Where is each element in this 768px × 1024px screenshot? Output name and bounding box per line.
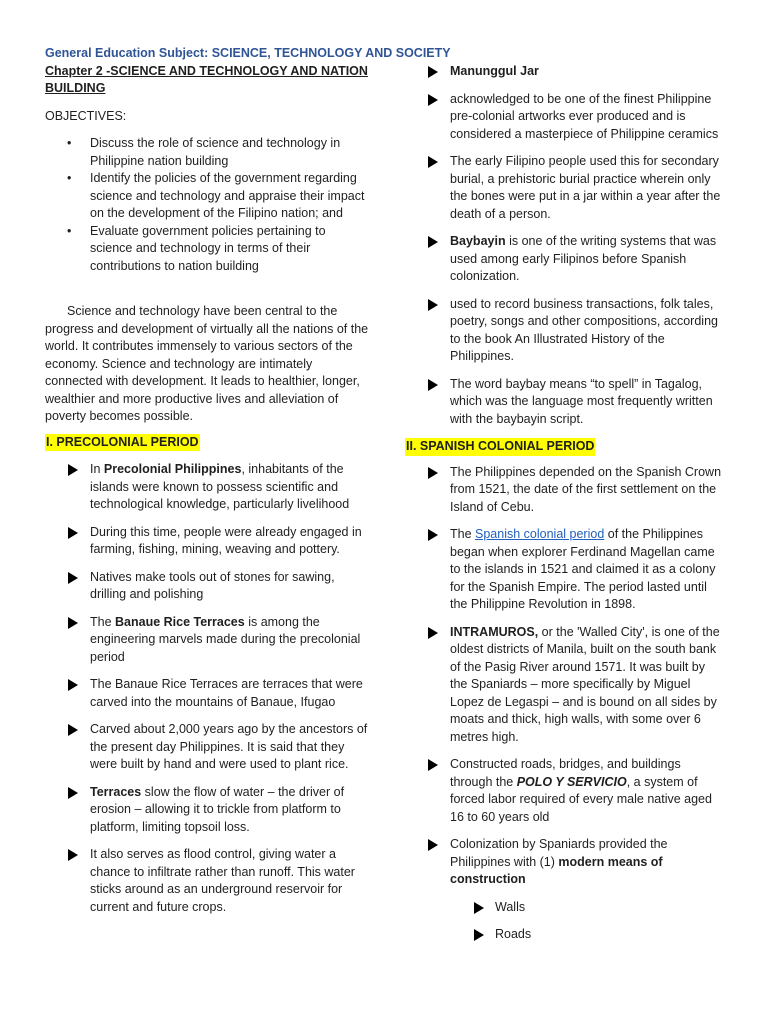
list-item: Constructed roads, bridges, and buildings through the POLO Y SERVICIO, a system of forced labor required of every male native aged 16 to 60 years old	[405, 756, 725, 826]
arrow-bullet-icon	[428, 236, 438, 248]
arrow-bullet-icon	[68, 527, 78, 539]
bullet-dot-icon: •	[67, 171, 72, 185]
arrow-bullet-icon	[68, 572, 78, 584]
arrow-bullet-icon	[428, 759, 438, 771]
sub-list-item: Roads	[405, 926, 725, 944]
arrow-bullet-icon	[474, 929, 484, 941]
objective-item: • Discuss the role of science and technology in Philippine nation building	[67, 136, 341, 168]
arrow-bullet-icon	[428, 839, 438, 851]
list-item: Natives make tools out of stones for sawing, drilling and polishing	[45, 569, 370, 604]
arrow-bullet-icon	[68, 724, 78, 736]
arrow-bullet-icon	[428, 94, 438, 106]
list-item: Manunggul Jar	[405, 63, 725, 81]
list-item: INTRAMUROS, or the 'Walled City', is one of the oldest districts of Manila, built on the south bank of the Pasig River around 1571. It was built by the Spaniards – more specifically by Miguel Lopez de Legaspi – and is bound on all sides by moats and thick, high walls, with some over 6 metres high.	[405, 624, 725, 747]
arrow-bullet-icon	[68, 679, 78, 691]
list-item: The Spanish colonial period of the Philippines began when explorer Ferdinand Magellan came to the islands in 1521 and claimed it as a colony for the Spanish Empire. The period lasted until the Philippine Revolution in 1898.	[405, 526, 725, 614]
list-item: It also serves as flood control, giving water a chance to infiltrate rather than runoff. This water sticks around as an underground reservoir for current and future crops.	[45, 846, 370, 916]
arrow-bullet-icon	[428, 299, 438, 311]
intro-paragraph: Science and technology have been central to the progress and development of virtually all the nations of the world. It contributes immensely to various sectors of the economy. Science and technology are intimately connected with development. It leads to healthier, longer, wealthier and more productive lives and alleviation of poverty becomes possible.	[45, 304, 369, 423]
arrow-bullet-icon	[428, 627, 438, 639]
bullet-dot-icon: •	[67, 223, 72, 238]
bullet-dot-icon: •	[67, 136, 72, 150]
objectives-list	[45, 135, 370, 275]
arrow-bullet-icon	[68, 617, 78, 629]
list-item: The early Filipino people used this for secondary burial, a prehistoric burial practice wherein only the bones were put in a jar within a year after the death of a person.	[405, 153, 725, 223]
arrow-bullet-icon	[68, 849, 78, 861]
objective-item: • Identify the policies of the government regarding science and technology and appraise their impact on the development of the Filipino nation; and	[67, 171, 365, 220]
arrow-bullet-icon	[428, 66, 438, 78]
spanish-colonial-period-link[interactable]: Spanish colonial period	[475, 527, 605, 541]
list-item: Baybayin is one of the writing systems that was used among early Filipinos before Spanish colonization.	[405, 233, 725, 286]
section-heading-precolonial: I. PRECOLONIAL PERIOD	[45, 434, 200, 452]
list-item: The word baybay means “to spell” in Tagalog, which was the language most frequently written with the baybayin script.	[405, 376, 725, 429]
section-heading-spanish: II. SPANISH COLONIAL PERIOD	[405, 438, 595, 456]
list-item: used to record business transactions, folk tales, poetry, songs and other compositions, according to the book An Illustrated History of the Philippines.	[405, 296, 725, 366]
arrow-bullet-icon	[428, 156, 438, 168]
list-item: In Precolonial Philippines, inhabitants of the islands were known to possess scientific and technological knowledge, particularly livelihood	[45, 461, 370, 514]
chapter-title: Chapter 2 -SCIENCE AND TECHNOLOGY AND NATION BUILDING	[45, 63, 368, 95]
left-column	[45, 45, 451, 926]
arrow-bullet-icon	[428, 467, 438, 479]
list-item: acknowledged to be one of the finest Philippine pre-colonial artworks ever produced and is considered a masterpiece of Philippine ceramics	[405, 91, 725, 144]
list-item: Colonization by Spaniards provided the Philippines with (1) modern means of construction	[405, 836, 725, 889]
arrow-bullet-icon	[428, 529, 438, 541]
list-item: During this time, people were already engaged in farming, fishing, mining, weaving and pottery.	[45, 524, 370, 559]
arrow-bullet-icon	[68, 787, 78, 799]
list-item: Carved about 2,000 years ago by the ancestors of the present day Philippines. It is said that they were built by hand and were used to plant rice.	[45, 721, 370, 774]
objectives-label: OBJECTIVES:	[45, 108, 127, 123]
right-column	[405, 63, 725, 954]
subject-title: General Education Subject: SCIENCE, TECHNOLOGY AND SOCIETY	[45, 46, 451, 60]
list-item: The Philippines depended on the Spanish Crown from 1521, the date of the first settlement on the Island of Cebu.	[405, 464, 725, 517]
objective-item: • Evaluate government policies pertaining to science and technology in terms of their contributions to nation building	[67, 223, 326, 273]
sub-list-item: Walls	[405, 899, 725, 917]
arrow-bullet-icon	[474, 902, 484, 914]
arrow-bullet-icon	[68, 464, 78, 476]
list-item: The Banaue Rice Terraces are terraces that were carved into the mountains of Banaue, Ifugao	[45, 676, 370, 711]
list-item: The Banaue Rice Terraces is among the engineering marvels made during the precolonial period	[45, 614, 370, 667]
list-item: Terraces slow the flow of water – the driver of erosion – allowing it to trickle from platform to platform, limiting topsoil loss.	[45, 784, 370, 837]
arrow-bullet-icon	[428, 379, 438, 391]
